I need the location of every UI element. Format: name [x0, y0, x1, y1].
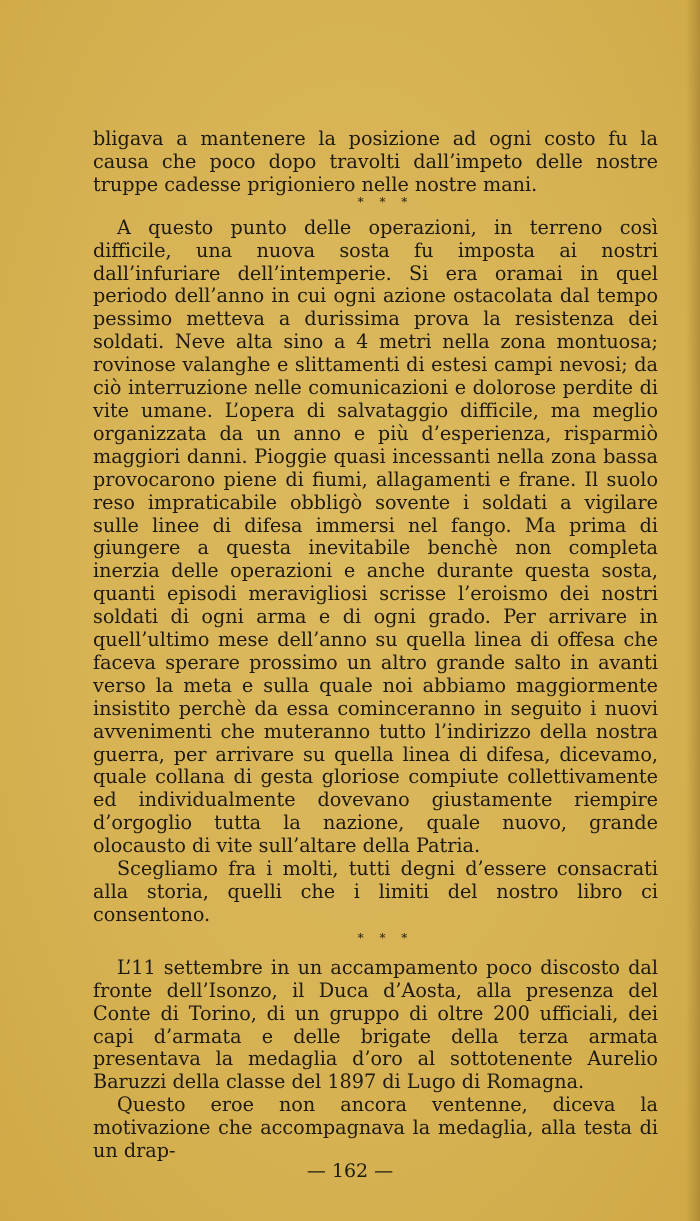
paragraph-2: A questo punto delle operazioni, in terreno così difficile, una nuova sosta fu imposta ai nostri dall’infuriare dell’intemperie. Si era oramai in quel periodo dell’anno in cui ogni azione ostacolata dal tempo pessimo metteva a durissima prova la resistenza dei soldati. Neve alta sino a 4 metri nella zona montuosa; rovinose valanghe e slittamenti di estesi campi nevosi; da ciò interruzione nelle comunicazioni e dolorose perdite di vite umane. L’opera di salvataggio difficile, ma meglio organizzata da un anno e più d’esperienza, risparmiò maggiori danni. Pioggie quasi incessanti nella zona bassa provocarono piene di fiumi, allagamenti e frane. Il suolo reso impraticabile obbligò sovente i soldati a vigilare sulle linee di difesa immersi nel fango. Ma prima di giungere a questa inevitabile benchè non completa inerzia delle operazioni e anche durante questa sosta, quanti episodi meravigliosi scrisse l’eroismo dei nostri soldati di ogni arma e di ogni grado. Per arrivare in quell’ultimo mese dell’anno su quella linea di offesa che faceva sperare prossimo un altro grande salto in avanti verso la meta e sulla quale noi abbiamo maggiormente insistito perchè da essa cominceranno in seguito i nuovi avvenimenti che muteranno tutto l’indirizzo della nostra guerra, per arrivare su quella linea di difesa, dicevamo, quale collana di gesta gloriose compiute collettivamente ed individualmente dovevano giustamente riempire d’orgoglio tutta la nazione, quale nuovo, grande olocausto di vite sull’altare della Patria.	[93, 215, 658, 858]
page-number: — 162 —	[306, 1160, 394, 1182]
section-separator-1: * * *	[357, 194, 414, 209]
paragraph-5: Questo eroe non ancora ventenne, diceva la motivazione che accompagnava la medaglia, alla testa di un drap-	[93, 1093, 658, 1163]
paragraph-3: Scegliamo fra i molti, tutti degni d’essere consacrati alla storia, quelli che i limiti del nostro libro ci consentono.	[93, 857, 658, 926]
paragraph-4: L’11 settembre in un accampamento poco discosto dal fronte dell’Isonzo, il Duca d’Aosta, alla presenza del Conte di Torino, di un gruppo di oltre 200 ufficiali, dei capi d’armata e delle brigate della terza armata presentava la medaglia d’oro al sottotenente Aurelio Baruzzi della classe del 1897 di Lugo di Romagna.	[93, 955, 658, 1094]
page-text	[93, 128, 658, 1163]
paragraph-1: bligava a mantenere la posizione ad ogni costo fu la causa che poco dopo travolti dall’impeto delle nostre truppe cadesse prigioniero nelle nostre mani.	[93, 127, 658, 196]
page-edge-shadow	[686, 0, 700, 1221]
section-separator-2: * * *	[357, 930, 414, 945]
